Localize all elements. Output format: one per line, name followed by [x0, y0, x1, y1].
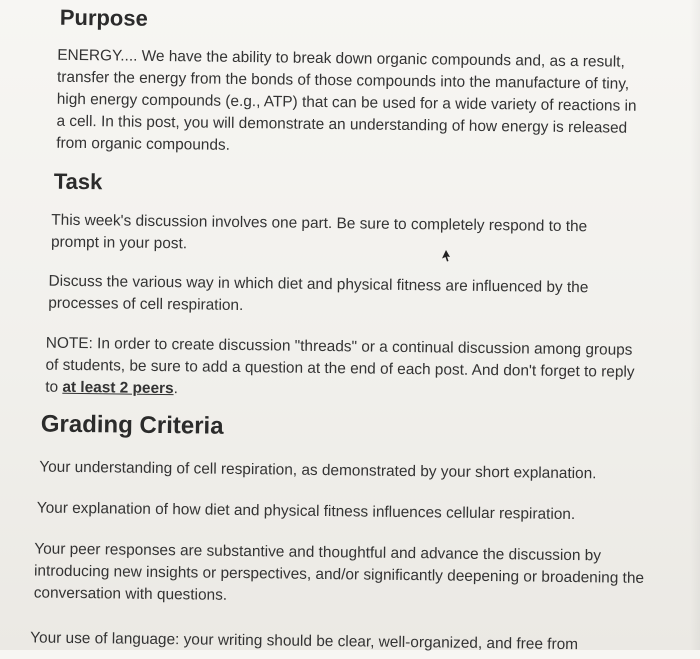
peers-link[interactable]: at least 2 peers	[62, 378, 174, 398]
purpose-paragraph: ENERGY.... We have the ability to break down organic compounds and, as a result, transfer the energy from the bonds of those compounds into the manufacture of tiny, high energy compounds (e.g., ATP) that can be used for a wide variety of reactions in a cell. In this post, you will demonstrate an understanding of how energy is released from organic compounds.	[56, 46, 637, 154]
mouse-pointer-icon	[441, 250, 451, 262]
task-heading: Task	[53, 168, 103, 195]
purpose-heading: Purpose	[59, 4, 148, 31]
criterion-item: Your use of language: your writing should be clear, well-organized, and free from	[30, 629, 579, 654]
note-end: .	[173, 380, 179, 398]
note-text: NOTE: In order to create discussion "threads" or a continual discussion among groups of students, be sure to add a question at the end of each post. And don't forget to reply to	[45, 334, 635, 396]
criterion-item: Your peer responses are substantive and thoughtful and advance the discussion by introducing new insights or perspectives, and/or significantly deepening or broadening the conversation with questions.	[33, 540, 645, 604]
criterion-item: Your understanding of cell respiration, as demonstrated by your short explanation.	[39, 458, 597, 483]
criterion-item: Your explanation of how diet and physical fitness influences cellular respiration.	[36, 499, 576, 524]
task-intro-paragraph: This week's discussion involves one part. Be sure to completely respond to the prompt in your post.	[50, 211, 588, 253]
grading-heading: Grading Criteria	[40, 410, 224, 440]
task-prompt-paragraph: Discuss the various way in which diet and physical fitness are influenced by the processes of cell respiration.	[48, 272, 589, 314]
page-edge-shadow	[690, 0, 700, 650]
task-note-paragraph	[45, 333, 636, 406]
